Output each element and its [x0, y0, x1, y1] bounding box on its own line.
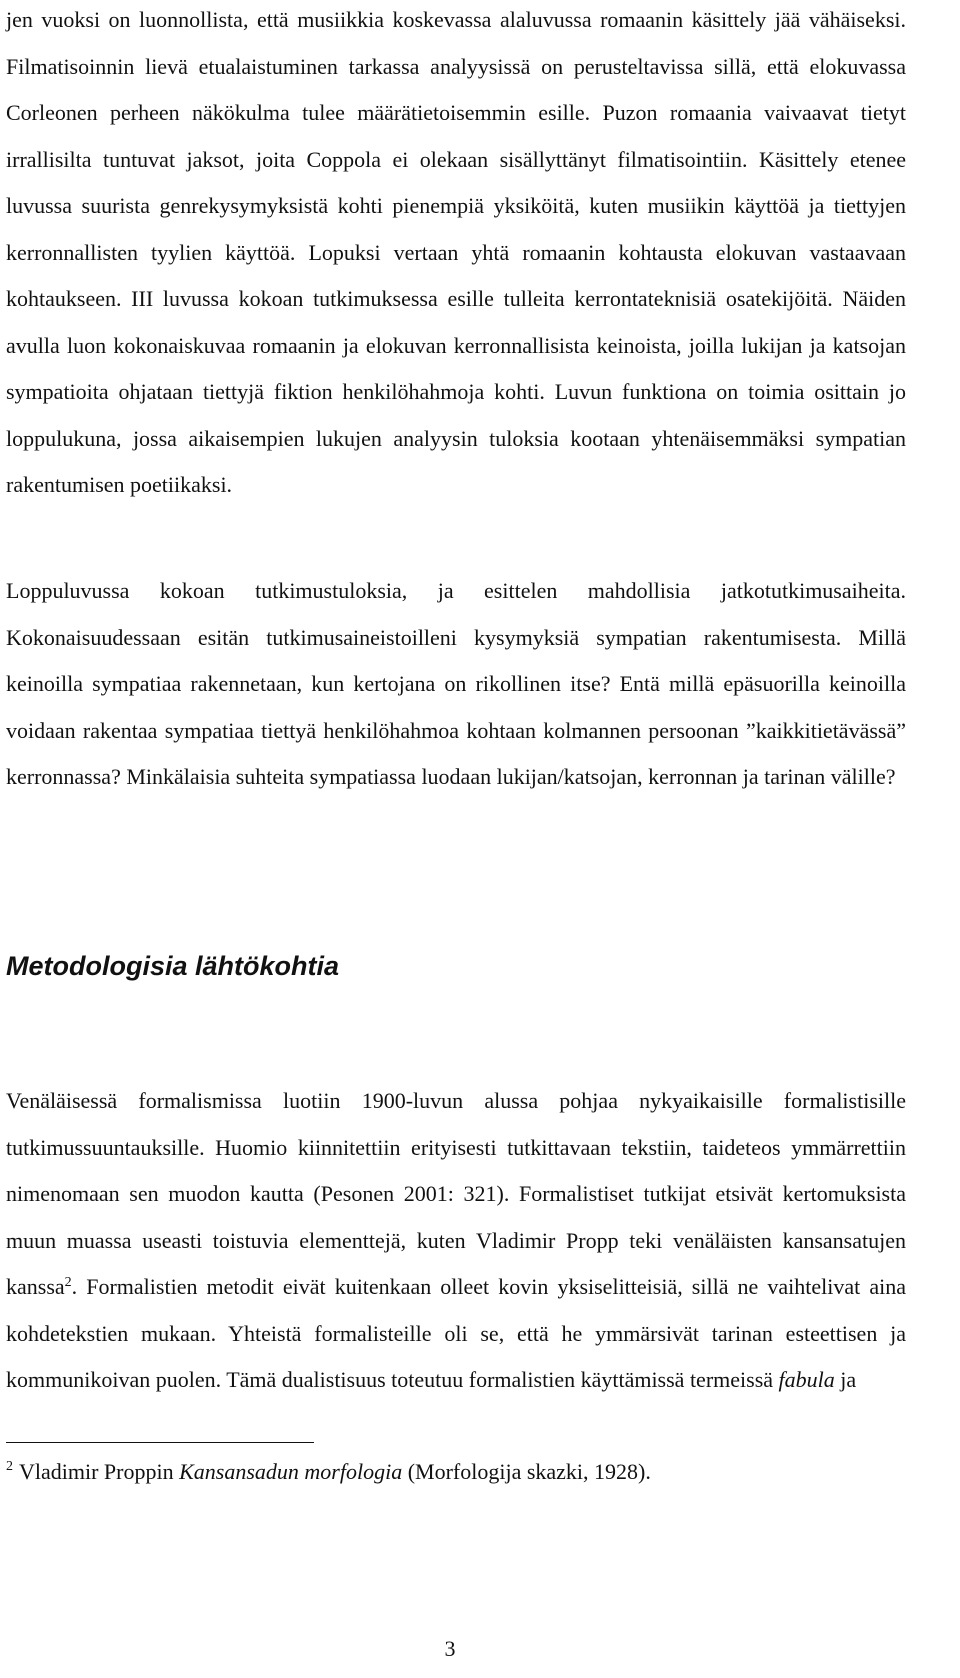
- footnote-separator: [6, 1442, 314, 1443]
- footnote: [6, 1457, 906, 1487]
- footnote-reference: 2: [64, 1275, 72, 1290]
- footnote-text: Vladimir Proppin: [19, 1459, 180, 1484]
- paragraph-text: . Formalistien metodit eivät kuitenkaan olleet kovin yksiselitteisiä, sillä ne vaihtelivat aina kohdetekstien mukaan. Yhteistä formalisteille oli se, että he ymmärsivät tarinan esteettisen ja kommunikoivan puolen. Tämä dualistisuus toteutuu formalistien käyttämissä termeissä: [6, 1274, 906, 1392]
- italic-term: fabula: [778, 1367, 835, 1392]
- footnote-number: 2: [6, 1459, 13, 1474]
- paragraph-text: ja: [834, 1367, 857, 1392]
- body-paragraph: [6, 1078, 906, 1404]
- page-number: 3: [444, 1636, 456, 1661]
- body-paragraph: jen vuoksi on luonnollista, että musiikkia koskevassa alaluvussa romaanin käsittely jää vähäiseksi. Filmatisoinnin lievä etualaistuminen tarkassa analyysissä on perusteltavissa sillä, että elokuvassa Corleonen perheen näkökulma tulee määrätietoisemmin esille. Puzon romaania vaivaavat tietyt irrallisilta tuntuvat jaksot, joita Coppola ei olekaan sisällyttänyt filmatisointiin. Käsittely etenee luvussa suurista genrekysymyksistä kohti pienempiä yksiköitä, kuten musiikin käyttöä ja tiettyjen kerronnallisten tyylien käyttöä. Lopuksi vertaan yhtä romaanin kohtausta elokuvan vastaavaan kohtaukseen. III luvussa kokoan tutkimuksessa esille tulleita kerrontateknisiä osatekijöitä. Näiden avulla luon kokonaiskuvaa romaanin ja elokuvan kerronnallisista keinoista, joilla lukijan ja katsojan sympatioita ohjataan tiettyjä fiktion henkilöhahmoja kohti. Luvun funktiona on toimia osittain jo loppulukuna, jossa aikaisempien lukujen analyysin tuloksia kootaan yhtenäisemmäksi sympatian rakentumisen poetiikaksi.: [6, 7, 906, 497]
- footnote-text: (Morfologija skazki, 1928).: [402, 1459, 651, 1484]
- footnote-book-title: Kansansadun morfologia: [179, 1459, 403, 1484]
- paragraph-text: Venäläisessä formalismissa luotiin 1900-luvun alussa pohjaa nykyaikaisille formalistisille tutkimussuuntauksille. Huomio kiinnitettiin erityisesti tutkittavaan tekstiin, taideteos ymmärrettiin nimenomaan sen muodon kautta (Pesonen 2001: 321). Formalistiset tutkijat etsivät kertomuksista muun muassa useasti toistuvia elementtejä, kuten Vladimir Propp teki venäläisten kansansatujen kanssa: [6, 1088, 906, 1299]
- section-heading: Metodologisia lähtökohtia: [6, 951, 340, 981]
- body-paragraph: Loppuluvussa kokoan tutkimustuloksia, ja esittelen mahdollisia jatkotutkimusaiheita. Kokonaisuudessaan esitän tutkimusaineistoilleni kysymyksiä sympatian rakentumisesta. Millä keinoilla sympatiaa rakennetaan, kun kertojana on rikollinen itse? Entä millä epäsuorilla keinoilla voidaan rakentaa sympatiaa tiettyä henkilöhahmoa kohtaan kolmannen persoonan ”kaikkitietävässä” kerronnassa? Minkälaisia suhteita sympatiassa luodaan lukijan/katsojan, kerronnan ja tarinan välille?: [6, 578, 906, 789]
